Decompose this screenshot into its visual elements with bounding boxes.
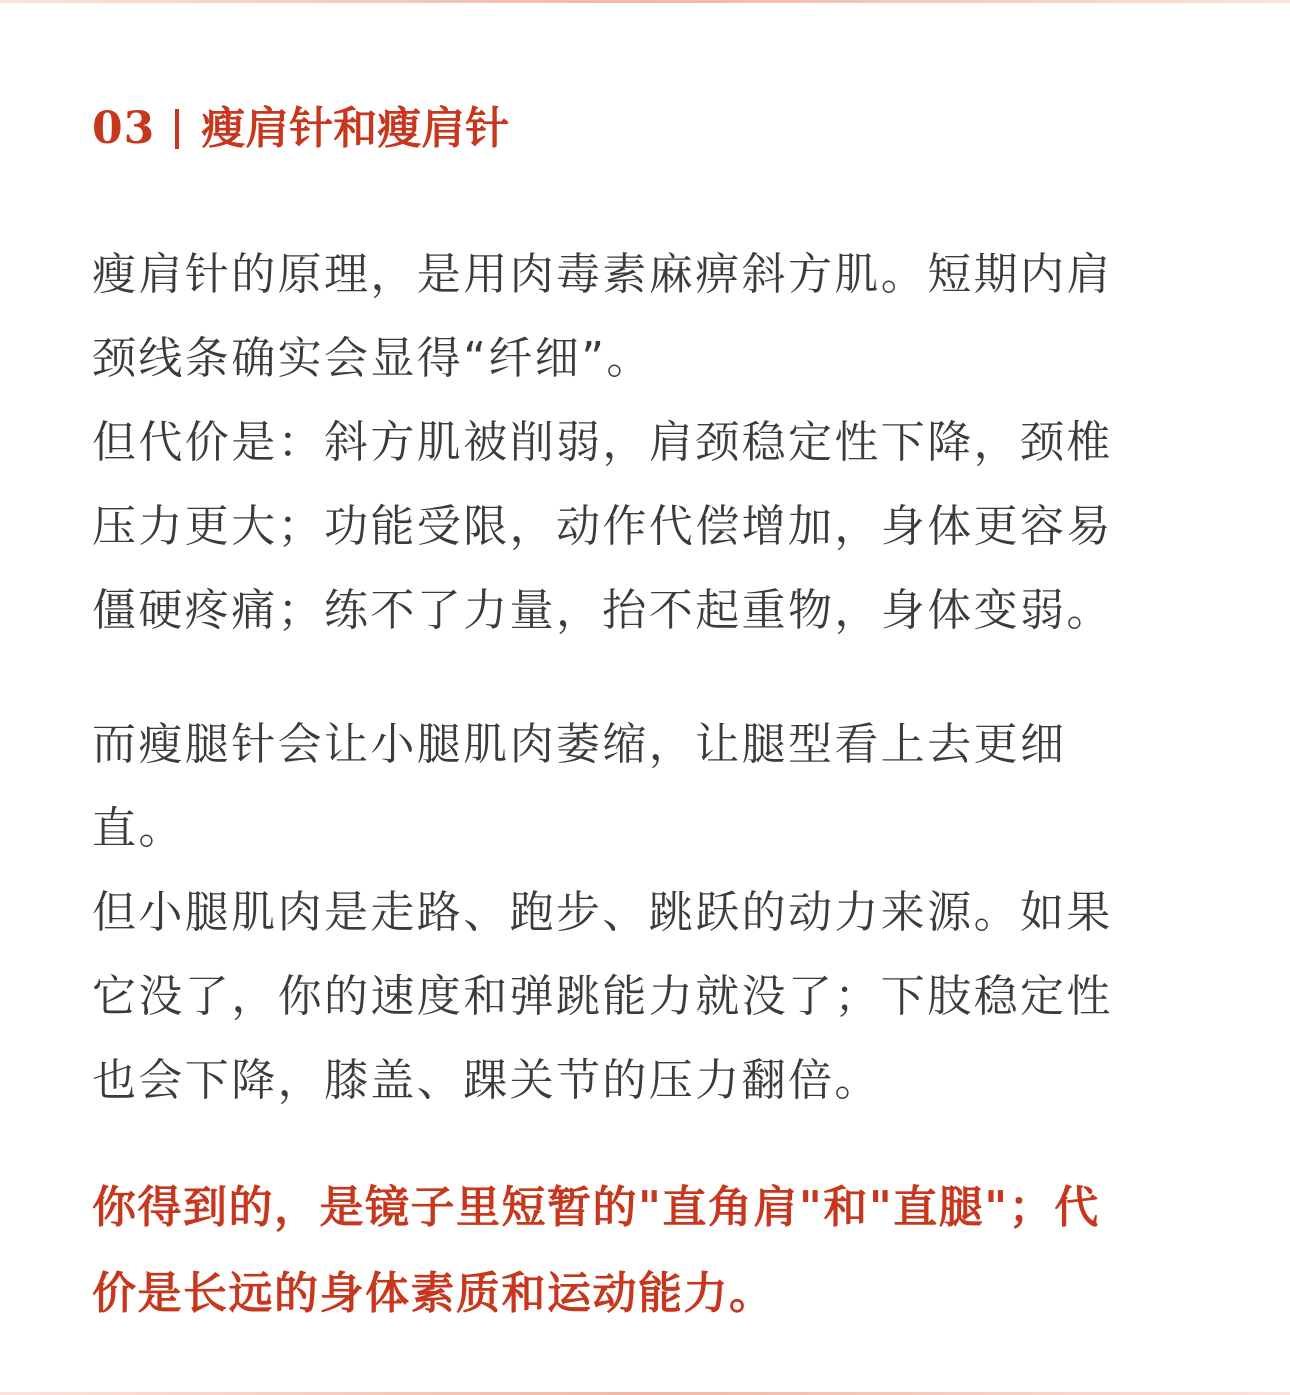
emphasis-conclusion	[92, 1165, 1202, 1337]
section-number: 03	[92, 103, 156, 154]
paragraph-line: 也会下降，膝盖、踝关节的压力翻倍。	[92, 1055, 881, 1106]
section-heading	[92, 100, 509, 158]
paragraph-line: 压力更大；功能受限，动作代偿增加，身体更容易	[92, 501, 1113, 552]
paragraph-line: 而瘦腿针会让小腿肌肉萎缩，让腿型看上去更细	[92, 719, 1067, 770]
paragraph-line: 直。	[92, 803, 185, 854]
paragraph-shoulder	[92, 233, 1192, 653]
section-title: 瘦肩针和瘦肩针	[201, 103, 510, 154]
top-divider	[0, 0, 1290, 3]
heading-separator	[175, 109, 179, 149]
paragraph-line: 它没了，你的速度和弹跳能力就没了；下肢稳定性	[92, 971, 1113, 1022]
emphasis-line: 价是长远的身体素质和运动能力。	[92, 1268, 775, 1319]
paragraph-line: 但小腿肌肉是走路、跑步、跳跃的动力来源。如果	[92, 887, 1113, 938]
paragraph-line: 颈线条确实会显得“纤细”。	[92, 333, 653, 384]
paragraph-line: 但代价是：斜方肌被削弱，肩颈稳定性下降，颈椎	[92, 417, 1113, 468]
emphasis-line: 你得到的，是镜子里短暂的"直角肩"和"直腿"；代	[92, 1182, 1100, 1233]
paragraph-line: 僵硬疼痛；练不了力量，抬不起重物，身体变弱。	[92, 585, 1113, 636]
paragraph-line: 瘦肩针的原理，是用肉毒素麻痹斜方肌。短期内肩	[92, 249, 1113, 300]
paragraph-leg	[92, 703, 1192, 1123]
